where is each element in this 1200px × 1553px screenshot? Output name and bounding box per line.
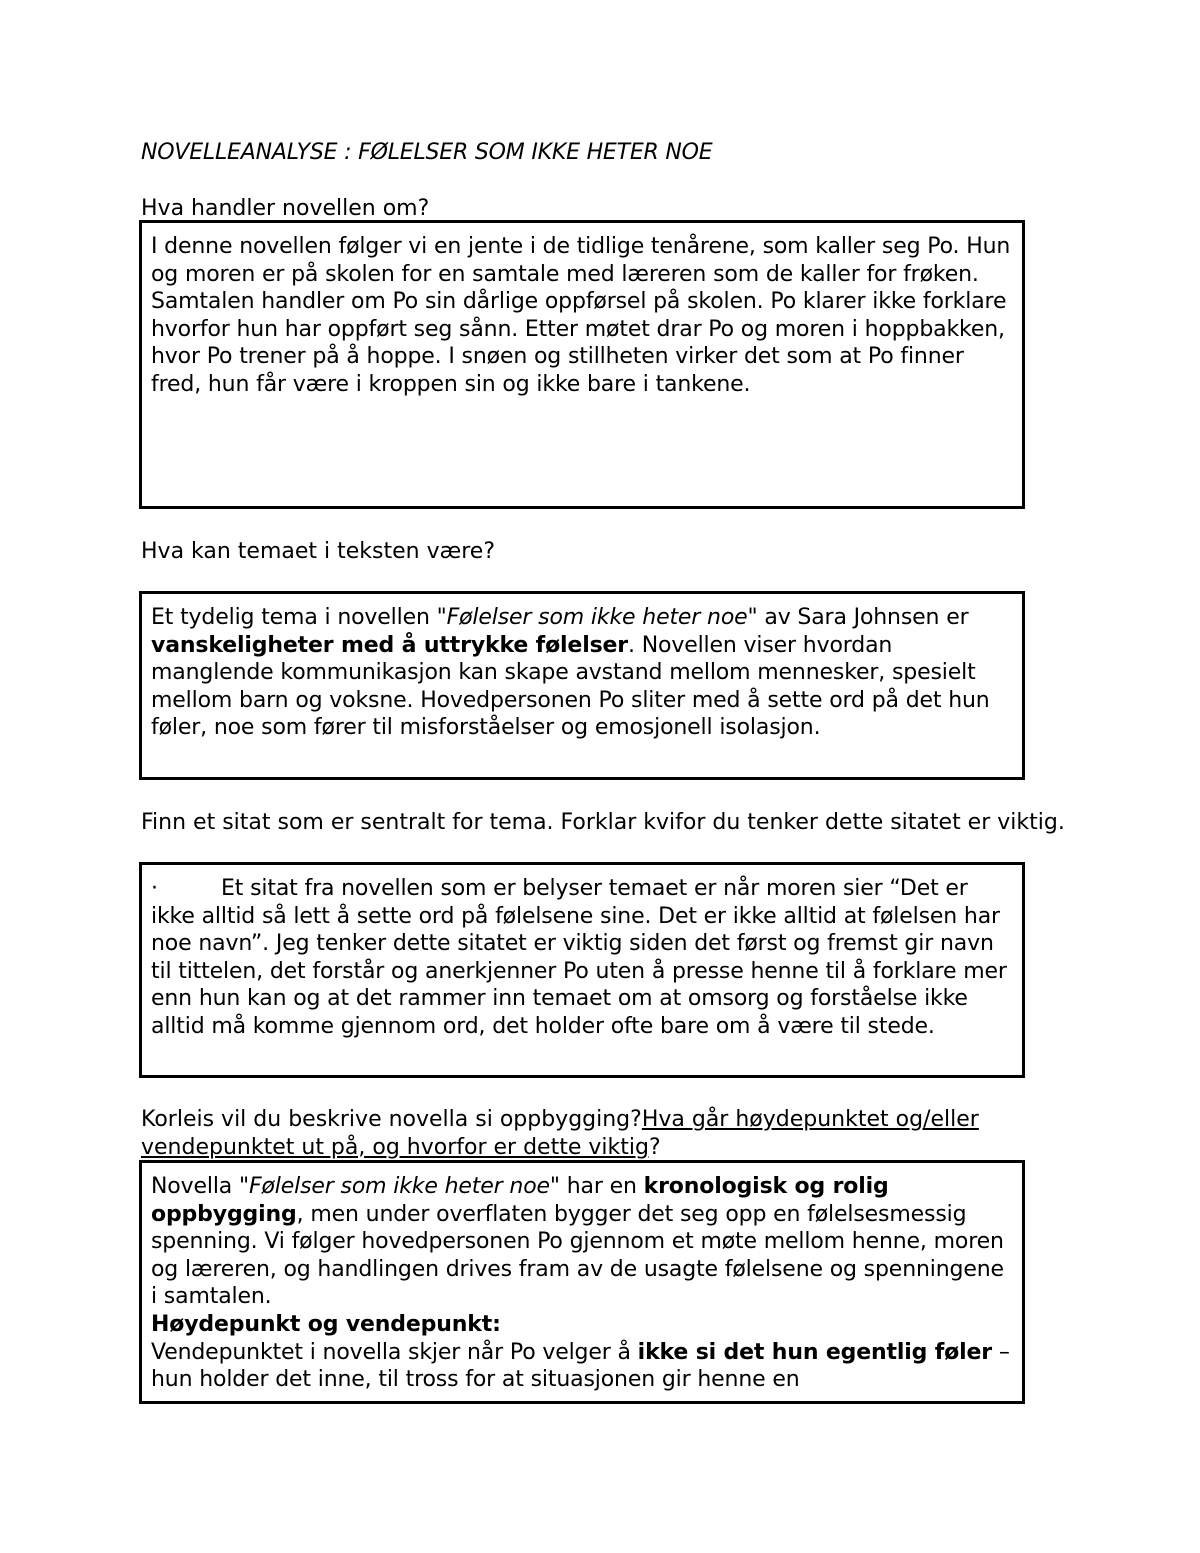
answer-box-1 [139,220,1025,509]
question-4-plain: Korleis vil du beskrive novella si oppbygging? [141,1107,642,1132]
answer-2-part: " av Sara Johnsen er [747,605,969,630]
answer-4-part: " har en [549,1174,644,1199]
document-title: NOVELLEANALYSE : FØLELSER SOM IKKE HETER NOE [141,140,713,165]
answer-3-body: Et sitat fra novellen som er belyser temaet er når moren sier “Det er ikke alltid så lett å sette ord på følelsene sine. Det er ikke alltid at følelsen har noe navn”. Jeg tenker dette sitatet er viktig siden det først og fremst gir navn til tittelen, det forstår og anerkjenner Po uten å presse henne til å forklare mer enn hun kan og at det rammer inn temaet om at omsorg og forståelse ikke alltid må komme gjennom ord, det holder ofte bare om å være til stede. [151,876,1007,1039]
answer-4-part: – hun holder det inne, til tross for at situasjonen gir henne en [151,1339,1010,1393]
answer-box-2 [139,591,1025,780]
story-title-italic: Følelser som ikke heter noe [446,605,748,630]
answer-4-text-2 [151,1339,1013,1394]
question-1: Hva handler novellen om? [141,196,430,221]
structure-bold: kronologisk og rolig oppbygging [151,1174,889,1227]
answer-4-part: , men under overflaten bygger det seg opp en følelsesmessig spenning. Vi følger hovedpersonen Po gjennom et møte mellom henne, moren og læreren, og handlingen drives fram av de usagte følelsene og spenningene i samtalen. [151,1201,1004,1310]
question-4 [141,1106,1071,1161]
answer-2-part: . Novellen viser hvordan manglende kommunikasjon kan skape avstand mellom mennesker, spesielt mellom barn og voksne. Hovedpersonen Po sliter med å sette ord på det hun føler, noe som fører til misforståelser og emosjonell isolasjon. [151,632,990,741]
question-4-underlined: Hva går høydepunktet og/eller vendepunktet ut på, og hvorfor er dette viktig [141,1107,979,1160]
answer-box-4 [139,1160,1025,1404]
answer-4-part: Novella " [151,1174,249,1199]
answer-4-heading [151,1311,1013,1339]
theme-bold: vanskeligheter med å uttrykke følelser [151,632,629,658]
question-3: Finn et sitat som er sentralt for tema. Forklar kvifor du tenker dette sitatet er viktig. [141,810,1065,835]
question-4-end: ? [648,1134,661,1160]
bullet-icon: · [151,876,158,901]
answer-box-3 [139,862,1025,1078]
answer-3-text [151,875,1013,1041]
answer-1-text: I denne novellen følger vi en jente i de tidlige tenårene, som kaller seg Po. Hun og moren er på skolen for en samtale med læreren som de kaller for frøken. Samtalen handler om Po sin dårlige oppførsel på skolen. Po klarer ikke forklare hvorfor hun har oppført seg sånn. Etter møtet drar Po og moren i hoppbakken, hvor Po trener på å hoppe. I snøen og stillheten virker det som at Po finner fred, hun får være i kroppen sin og ikke bare i tankene. [151,234,1011,397]
answer-2-text [151,604,1013,742]
turning-point-bold: ikke si det hun egentlig føler [637,1339,993,1365]
answer-2-part: Et tydelig tema i novellen " [151,605,447,630]
story-title-italic: Følelser som ikke heter noe [248,1174,550,1199]
question-2: Hva kan temaet i teksten være? [141,539,495,564]
climax-heading: Høydepunkt og vendepunkt: [151,1311,501,1337]
answer-4-text [151,1173,1013,1311]
answer-4-part: Vendepunktet i novella skjer når Po velger å [151,1339,638,1365]
